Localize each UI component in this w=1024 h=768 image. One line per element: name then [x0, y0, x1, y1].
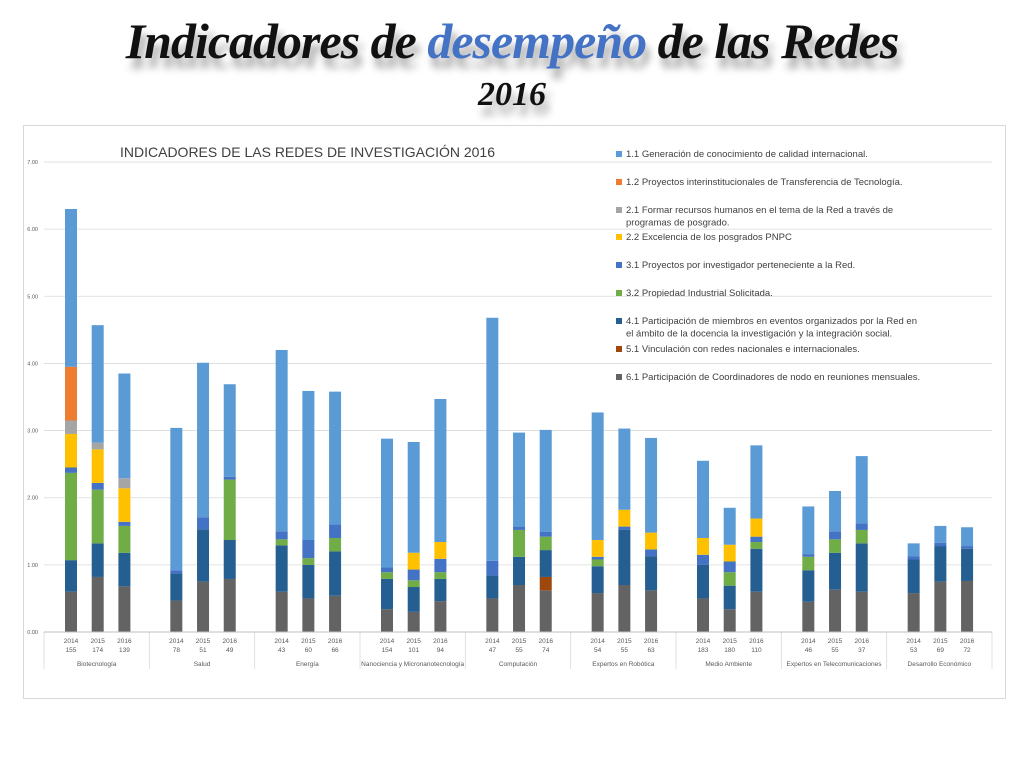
- y-tick-label: 4.00: [27, 361, 38, 368]
- bar-segment: [750, 542, 762, 549]
- bar-segment: [697, 555, 709, 565]
- bar-segment: [118, 478, 130, 488]
- bar-segment: [724, 545, 736, 562]
- y-tick-label: 5.00: [27, 294, 38, 301]
- x-tick-year: 2014: [485, 638, 500, 645]
- bar-segment: [329, 538, 341, 551]
- bar-segment: [434, 542, 446, 559]
- x-tick-count: 78: [172, 647, 180, 654]
- bar-segment: [697, 565, 709, 599]
- x-tick-year: 2016: [643, 638, 659, 645]
- bar-segment: [329, 551, 341, 595]
- bar-segment: [92, 543, 104, 577]
- bar-segment: [540, 532, 552, 537]
- bar-segment: [802, 602, 814, 632]
- x-tick-year: 2014: [379, 638, 395, 645]
- x-tick-count: 154: [381, 647, 393, 654]
- bar-segment: [434, 579, 446, 601]
- x-tick-year: 2015: [301, 638, 316, 645]
- bar-segment: [513, 433, 525, 527]
- legend-swatch: [616, 234, 622, 240]
- legend-label: 3.1 Proyectos por investigador perteneciente a la Red.: [626, 260, 856, 271]
- bar-segment: [961, 527, 973, 546]
- bar-segment: [329, 525, 341, 538]
- bar-segment: [829, 531, 841, 539]
- x-tick-count: 37: [858, 647, 866, 654]
- x-tick-count: 46: [804, 647, 812, 654]
- legend-swatch: [616, 262, 622, 268]
- legend-label: 6.1 Participación de Coordinadores de nodo en reuniones mensuales.: [626, 372, 921, 383]
- bar-segment: [486, 318, 498, 561]
- group-label: Desarrollo Económico: [907, 661, 972, 668]
- x-tick-count: 47: [488, 647, 496, 654]
- x-tick-year: 2016: [327, 638, 343, 645]
- bar-segment: [302, 558, 314, 565]
- x-tick-count: 72: [963, 647, 971, 654]
- bar-segment: [276, 539, 288, 545]
- bar-segment: [540, 550, 552, 577]
- group-label: Energía: [295, 661, 319, 668]
- bar-segment: [65, 592, 77, 632]
- legend-label: 1.1 Generación de conocimiento de calidad internacional.: [626, 149, 868, 160]
- bar-segment: [908, 556, 920, 559]
- bar-segment: [408, 553, 420, 570]
- legend-swatch: [616, 374, 622, 380]
- y-tick-label: 0.00: [27, 630, 38, 636]
- bar-segment: [197, 517, 209, 529]
- legend-label: 2.2 Excelencia de los posgrados PNPC: [626, 232, 792, 243]
- bar-segment: [302, 391, 314, 540]
- bar-segment: [540, 590, 552, 632]
- x-tick-year: 2014: [169, 638, 184, 645]
- x-tick-year: 2016: [854, 638, 869, 645]
- bar-segment: [65, 468, 77, 473]
- group-label: Expertos en Robótica: [592, 661, 655, 668]
- y-tick-label: 2.00: [27, 495, 38, 502]
- x-tick-count: 69: [936, 647, 944, 654]
- bar-segment: [697, 598, 709, 632]
- bar-segment: [486, 576, 498, 599]
- x-tick-year: 2014: [906, 638, 921, 645]
- bar-segment: [592, 557, 604, 560]
- bar-segment: [486, 561, 498, 576]
- bar-segment: [118, 488, 130, 522]
- bar-segment: [645, 549, 657, 556]
- slide-year: 2016: [478, 76, 546, 113]
- x-tick-count: 139: [118, 647, 130, 654]
- group-label: Computación: [498, 661, 538, 668]
- bar-segment: [381, 439, 393, 568]
- bar-segment: [65, 473, 77, 560]
- x-tick-count: 101: [408, 647, 420, 654]
- bar-segment: [724, 586, 736, 610]
- bar-segment: [434, 399, 446, 542]
- bar-segment: [118, 522, 130, 526]
- x-tick-count: 49: [226, 647, 234, 654]
- y-tick-label: 3.00: [27, 428, 38, 435]
- bar-segment: [856, 523, 868, 530]
- title-part-1: Indicadores de: [125, 13, 428, 69]
- bar-segment: [65, 560, 77, 592]
- bar-segment: [934, 526, 946, 543]
- x-tick-year: 2015: [406, 638, 421, 645]
- bar-segment: [724, 609, 736, 632]
- bar-segment: [224, 540, 236, 579]
- bar-segment: [197, 582, 209, 632]
- x-tick-year: 2016: [117, 638, 132, 645]
- legend-label: 3.2 Propiedad Industrial Solicitada.: [626, 288, 773, 299]
- bar-segment: [961, 546, 973, 549]
- title-highlight: desempeño: [427, 13, 647, 69]
- bar-segment: [65, 209, 77, 367]
- legend-label: 5.1 Vinculación con redes nacionales e internacionales.: [626, 344, 860, 355]
- x-tick-count: 63: [647, 647, 655, 654]
- bar-segment: [829, 590, 841, 632]
- bar-segment: [408, 570, 420, 581]
- bar-segment: [934, 543, 946, 546]
- bar-segment: [856, 543, 868, 591]
- bar-segment: [170, 570, 182, 573]
- bar-segment: [408, 442, 420, 553]
- bar-segment: [618, 530, 630, 585]
- bar-segment: [645, 556, 657, 590]
- x-tick-count: 74: [542, 647, 550, 654]
- bar-segment: [592, 540, 604, 557]
- bar-segment: [513, 585, 525, 632]
- group-label: Medio Ambiente: [705, 661, 752, 668]
- stacked-bar-chart: [24, 126, 1005, 698]
- bar-segment: [170, 600, 182, 632]
- x-tick-count: 180: [724, 647, 736, 654]
- bar-segment: [381, 568, 393, 573]
- legend-swatch: [616, 318, 622, 324]
- bar-segment: [408, 612, 420, 632]
- bar-segment: [224, 480, 236, 540]
- bar-segment: [434, 572, 446, 579]
- x-tick-year: 2015: [827, 638, 843, 645]
- bar-segment: [750, 549, 762, 592]
- title-part-2: de las Redes: [646, 13, 899, 69]
- bar-segment: [697, 538, 709, 555]
- bar-segment: [170, 428, 182, 570]
- y-tick-label: 6.00: [27, 227, 38, 234]
- bar-segment: [934, 582, 946, 632]
- bar-segment: [408, 587, 420, 612]
- bar-segment: [802, 570, 814, 602]
- slide-title: [0, 12, 1024, 70]
- bar-segment: [329, 596, 341, 632]
- x-tick-count: 43: [278, 647, 286, 654]
- legend-swatch: [616, 151, 622, 157]
- x-tick-count: 66: [331, 647, 339, 654]
- x-tick-count: 183: [697, 647, 709, 654]
- x-tick-year: 2014: [590, 638, 605, 645]
- bar-segment: [276, 531, 288, 539]
- bar-segment: [65, 434, 77, 468]
- legend-label: 1.2 Proyectos interinstitucionales de Transferencia de Tecnología.: [626, 177, 903, 188]
- group-label: Nanociencia y Micronanotecnología: [361, 661, 465, 668]
- bar-segment: [118, 374, 130, 479]
- x-tick-year: 2015: [195, 638, 211, 645]
- bar-segment: [302, 598, 314, 632]
- bar-segment: [92, 577, 104, 632]
- bar-segment: [592, 566, 604, 593]
- x-tick-year: 2015: [722, 638, 737, 645]
- bar-segment: [224, 477, 236, 480]
- x-tick-count: 94: [436, 647, 445, 654]
- x-tick-count: 51: [199, 647, 207, 654]
- bar-segment: [302, 540, 314, 558]
- legend-swatch: [616, 290, 622, 296]
- x-tick-count: 53: [910, 647, 918, 654]
- x-tick-year: 2016: [222, 638, 237, 645]
- bar-segment: [645, 438, 657, 533]
- x-tick-count: 54: [594, 647, 602, 654]
- bar-segment: [302, 565, 314, 599]
- legend-swatch: [616, 207, 622, 213]
- bar-segment: [750, 537, 762, 542]
- bar-segment: [381, 609, 393, 632]
- legend-label: 2.1 Formar recursos humanos en el tema de la Red a través de programas de posgrado.: [626, 205, 894, 229]
- bar-segment: [750, 445, 762, 518]
- bar-segment: [618, 510, 630, 527]
- bar-segment: [802, 554, 814, 557]
- bar-segment: [908, 559, 920, 593]
- bar-segment: [856, 592, 868, 632]
- x-tick-year: 2015: [617, 638, 632, 645]
- x-tick-year: 2015: [933, 638, 948, 645]
- bar-segment: [92, 443, 104, 450]
- legend-swatch: [616, 179, 622, 185]
- x-tick-count: 155: [65, 647, 77, 654]
- bar-segment: [65, 367, 77, 421]
- bar-segment: [92, 490, 104, 544]
- bar-segment: [724, 562, 736, 573]
- bar-segment: [381, 579, 393, 609]
- bar-segment: [540, 537, 552, 550]
- x-tick-year: 2015: [90, 638, 105, 645]
- bar-segment: [118, 586, 130, 632]
- legend-swatch: [616, 346, 622, 352]
- bar-segment: [645, 590, 657, 632]
- bar-segment: [856, 456, 868, 523]
- x-tick-count: 55: [620, 647, 628, 654]
- bar-segment: [434, 601, 446, 632]
- x-tick-count: 174: [92, 647, 104, 654]
- x-tick-count: 55: [831, 647, 839, 654]
- bar-segment: [276, 350, 288, 531]
- bar-segment: [408, 580, 420, 587]
- x-tick-year: 2016: [749, 638, 764, 645]
- x-tick-year: 2014: [695, 638, 711, 645]
- bar-segment: [92, 449, 104, 483]
- bar-segment: [65, 421, 77, 434]
- group-label: Expertos en Telecomunicaciones: [786, 661, 882, 668]
- bar-segment: [697, 461, 709, 538]
- bar-segment: [645, 533, 657, 550]
- bar-segment: [434, 559, 446, 572]
- bar-segment: [802, 557, 814, 570]
- y-tick-label: 1.00: [27, 562, 38, 569]
- bar-segment: [750, 592, 762, 632]
- bar-segment: [908, 593, 920, 632]
- bar-segment: [750, 519, 762, 537]
- bar-segment: [618, 527, 630, 530]
- bar-segment: [592, 412, 604, 540]
- bar-segment: [513, 527, 525, 530]
- bar-segment: [724, 508, 736, 545]
- bar-segment: [224, 579, 236, 632]
- x-tick-year: 2014: [63, 638, 79, 645]
- bar-segment: [118, 526, 130, 553]
- bar-segment: [381, 572, 393, 579]
- bar-segment: [224, 384, 236, 477]
- bar-segment: [276, 545, 288, 591]
- x-tick-year: 2014: [274, 638, 289, 645]
- bar-segment: [908, 543, 920, 556]
- x-tick-year: 2015: [511, 638, 527, 645]
- bar-segment: [513, 530, 525, 557]
- bar-segment: [329, 392, 341, 525]
- bar-segment: [618, 429, 630, 510]
- bar-segment: [513, 557, 525, 585]
- bar-segment: [92, 483, 104, 490]
- group-label: Biotecnología: [76, 661, 117, 668]
- x-tick-count: 55: [515, 647, 523, 654]
- bar-segment: [961, 549, 973, 581]
- bar-segment: [934, 546, 946, 582]
- bar-segment: [592, 559, 604, 566]
- x-tick-year: 2016: [538, 638, 553, 645]
- bar-segment: [724, 572, 736, 585]
- bar-segment: [118, 553, 130, 587]
- bar-segment: [829, 491, 841, 531]
- bar-segment: [540, 430, 552, 532]
- x-tick-year: 2016: [959, 638, 975, 645]
- bar-segment: [856, 530, 868, 543]
- bar-segment: [829, 539, 841, 552]
- bar-segment: [829, 553, 841, 590]
- legend-label: 4.1 Participación de miembros en eventos organizados por la Red en el ámbito de la docencia la investigación y la integración social.: [626, 316, 917, 340]
- x-tick-year: 2014: [801, 638, 816, 645]
- x-tick-count: 110: [751, 647, 762, 654]
- bar-segment: [802, 506, 814, 554]
- y-tick-label: 7.00: [27, 160, 38, 166]
- bar-segment: [618, 585, 630, 632]
- bar-segment: [197, 363, 209, 517]
- bar-segment: [170, 574, 182, 601]
- bar-segment: [592, 593, 604, 632]
- bar-segment: [197, 529, 209, 581]
- x-tick-count: 60: [304, 647, 312, 654]
- bar-segment: [961, 581, 973, 632]
- chart-title: INDICADORES DE LAS REDES DE INVESTIGACIÓN 2016: [120, 144, 495, 160]
- bar-segment: [276, 592, 288, 632]
- x-tick-year: 2016: [433, 638, 448, 645]
- bar-segment: [540, 577, 552, 590]
- bar-segment: [486, 598, 498, 632]
- chart-frame: [23, 125, 1006, 699]
- group-label: Salud: [193, 661, 211, 668]
- bar-segment: [92, 325, 104, 443]
